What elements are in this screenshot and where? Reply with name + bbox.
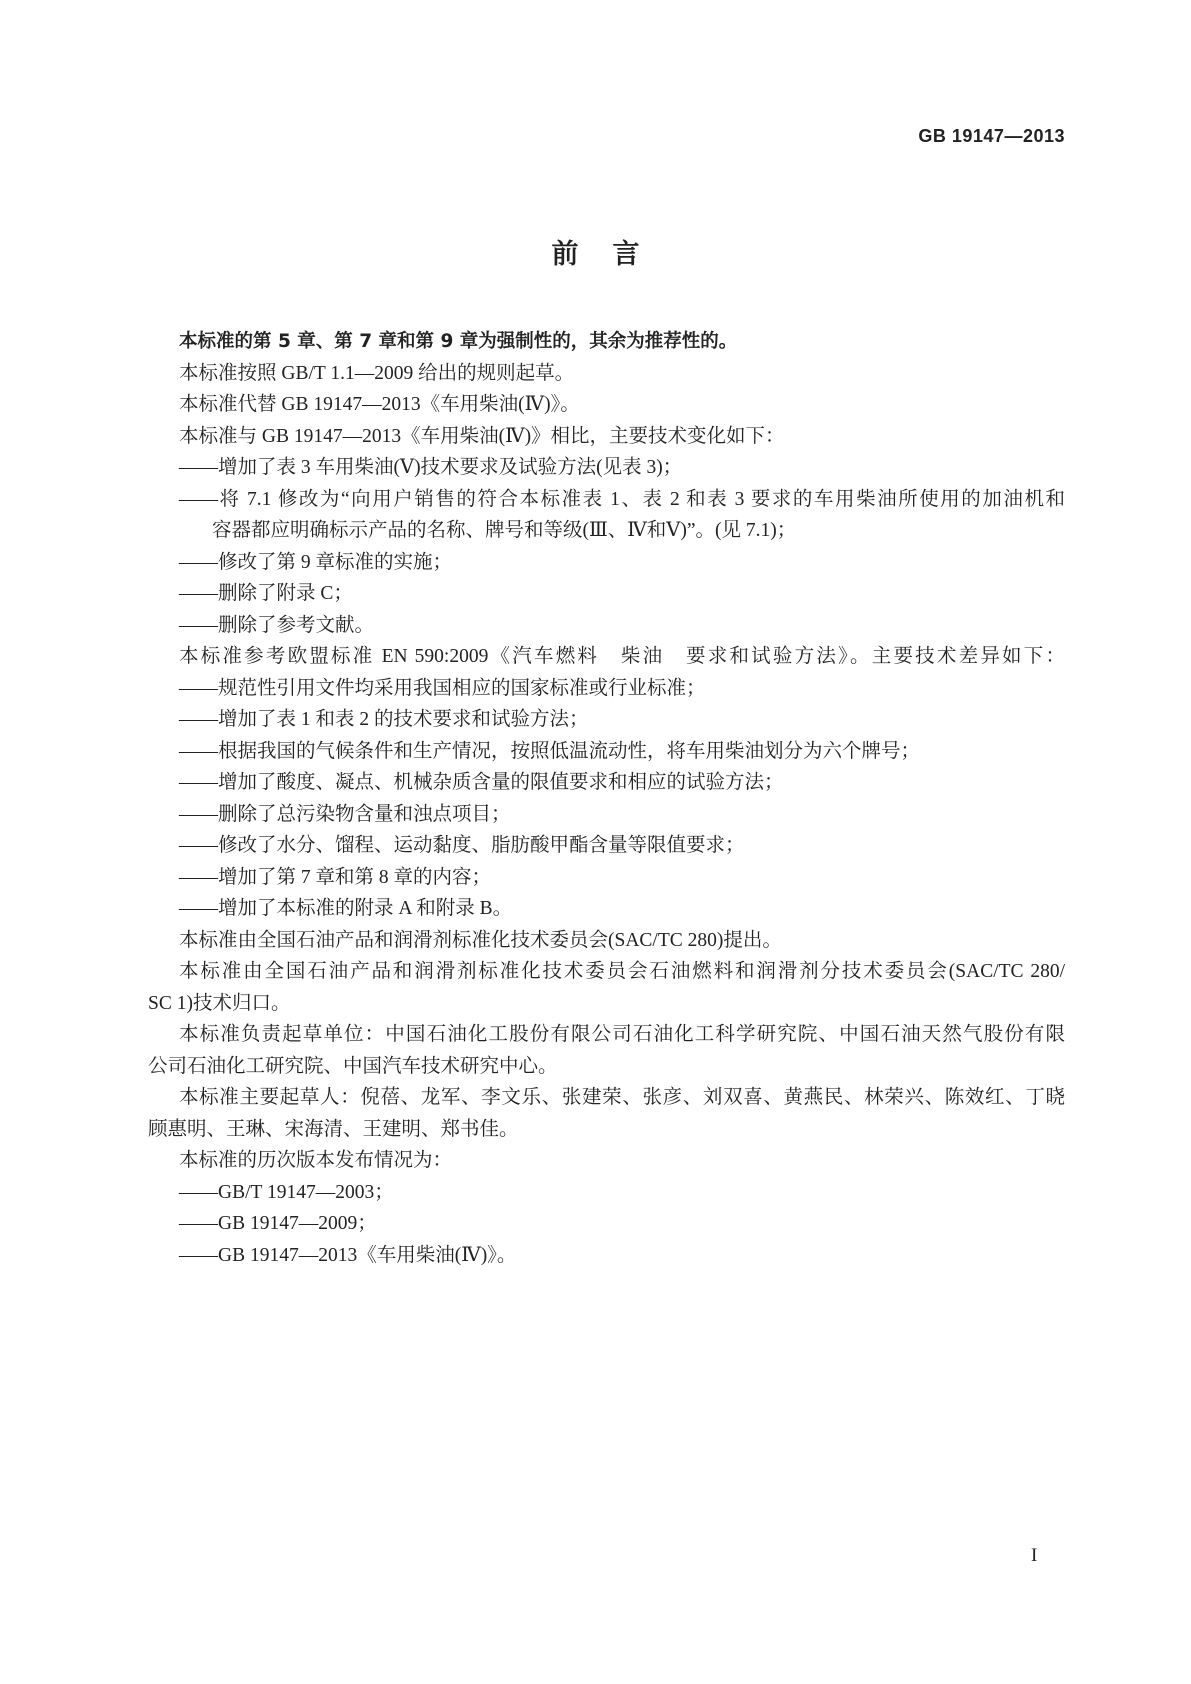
paragraph: 本标准主要起草人：倪蓓、龙军、李文乐、张建荣、张彦、刘双喜、黄燕民、林荣兴、陈效红、丁晓 (179, 1087, 1065, 1108)
paragraph-continuation: SC 1)技术归口。 (148, 992, 291, 1014)
list-item: ——删除了总污染物含量和浊点项目； (179, 803, 511, 825)
paragraph: 本标准代替 GB 19147—2013《车用柴油(Ⅳ)》。 (179, 394, 580, 415)
paragraph: 本标准由全国石油产品和润滑剂标准化技术委员会(SAC/TC 280)提出。 (179, 929, 782, 951)
list-item: ——增加了酸度、凝点、机械杂质含量的限值要求和相应的试验方法； (179, 772, 784, 793)
paragraph: 本标准由全国石油产品和润滑剂标准化技术委员会石油燃料和润滑剂分技术委员会(SAC/TC 280/ (179, 961, 1065, 982)
list-item: ——删除了参考文献。 (179, 614, 375, 636)
foreword-body (148, 326, 1065, 1271)
list-item: ——GB 19147—2009； (179, 1213, 377, 1234)
list-item: ——增加了表 3 车用柴油(Ⅴ)技术要求及试验方法(见表 3)； (179, 457, 683, 478)
list-item: ——增加了表 1 和表 2 的技术要求和试验方法； (179, 709, 589, 730)
paragraph: 本标准负责起草单位：中国石油化工股份有限公司石油化工科学研究院、中国石油天然气股份有限 (179, 1024, 1065, 1045)
paragraph-continuation: 顾惠明、王琳、宋海清、王建明、郑书佳。 (148, 1118, 519, 1140)
paragraph: 本标准与 GB 19147—2013《车用柴油(Ⅳ)》相比，主要技术变化如下： (179, 425, 785, 447)
list-item: ——增加了第 7 章和第 8 章的内容； (179, 866, 492, 888)
paragraph-continuation: 公司石油化工研究院、中国汽车技术研究中心。 (148, 1055, 558, 1077)
list-item: ——修改了水分、馏程、运动黏度、脂肪酸甲酯含量等限值要求； (179, 835, 745, 856)
list-item: ——将 7.1 修改为“向用户销售的符合本标准表 1、表 2 和表 3 要求的车用柴油所使用的加油机和 (179, 488, 1065, 510)
list-item: ——根据我国的气候条件和生产情况，按照低温流动性，将车用柴油划分为六个牌号； (179, 740, 921, 762)
paragraph: 本标准按照 GB/T 1.1—2009 给出的规则起草。 (179, 362, 575, 384)
list-item: ——增加了本标准的附录 A 和附录 B。 (179, 898, 513, 919)
list-item: ——规范性引用文件均采用我国相应的国家标准或行业标准； (179, 677, 706, 699)
paragraph: 本标准的历次版本发布情况为： (179, 1150, 453, 1171)
page-number: I (1031, 1545, 1038, 1566)
list-item: ——GB 19147—2013《车用柴油(Ⅳ)》。 (179, 1244, 517, 1266)
list-item: ——修改了第 9 章标准的实施； (179, 551, 453, 573)
mandatory-statement: 本标准的第 5 章、第 7 章和第 9 章为强制性的，其余为推荐性的。 (179, 331, 738, 352)
paragraph: 本标准参考欧盟标准 EN 590:2009《汽车燃料 柴油 要求和试验方法》。主要技术差异如下： (179, 646, 1065, 667)
list-item: ——GB/T 19147—2003； (179, 1181, 394, 1203)
list-item: ——删除了附录 C； (179, 583, 353, 604)
standard-number-header: GB 19147—2013 (918, 126, 1065, 146)
page-title: 前言 (551, 239, 674, 270)
list-item-continuation: 容器都应明确标示产品的名称、牌号和等级(Ⅲ、Ⅳ和Ⅴ)”。(见 7.1)； (212, 520, 797, 541)
